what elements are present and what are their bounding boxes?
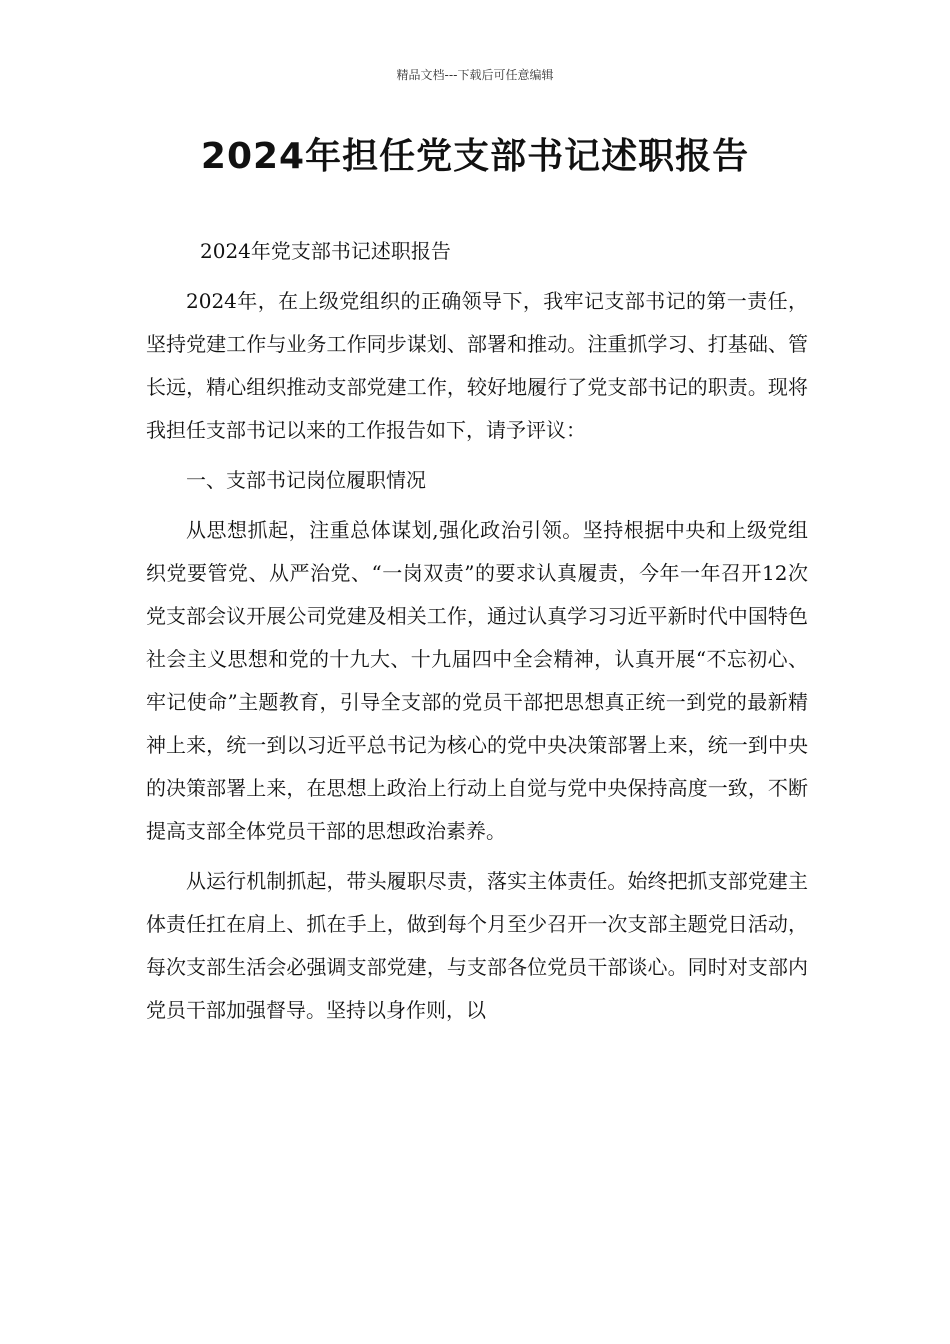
intro-paragraph: 2024年，在上级党组织的正确领导下，我牢记支部书记的第一责任，坚持党建工作与业务工作同步谋划、部署和推动。注重抓学习、打基础、管长远，精心组织推动支部党建工作，较好地履行了党支部书记的职责。现将我担任支部书记以来的工作报告如下，请予评议：: [146, 289, 808, 442]
section-heading: 一、支部书记岗位履职情况: [186, 468, 426, 492]
document-body: [146, 230, 808, 1039]
body-paragraph-mechanism: 从运行机制抓起，带头履职尽责，落实主体责任。始终把抓支部党建主体责任扛在肩上、抓在手上，做到每个月至少召开一次支部主题党日活动，每次支部生活会必强调支部党建，与支部各位党员干部谈心。同时对支部内党员干部加强督导。坚持以身作则，以: [146, 869, 808, 1022]
body-paragraph-thinking: 从思想抓起，注重总体谋划,强化政治引领。坚持根据中央和上级党组织党要管党、从严治党、“一岗双责”的要求认真履责，今年一年召开12次党支部会议开展公司党建及相关工作，通过认真学习习近平新时代中国特色社会主义思想和党的十九大、十九届四中全会精神，认真开展“不忘初心、牢记使命”主题教育，引导全支部的党员干部把思想真正统一到党的最新精神上来，统一到以习近平总书记为核心的党中央决策部署上来，统一到中央的决策部署上来，在思想上政治上行动上自觉与党中央保持高度一致，不断提高支部全体党员干部的思想政治素养。: [146, 518, 808, 843]
document-title: 2024年担任党支部书记述职报告: [200, 136, 750, 177]
subtitle-paragraph: 2024年党支部书记述职报告: [200, 239, 451, 263]
header-note: 精品文档---下载后可任意编辑: [396, 68, 554, 82]
